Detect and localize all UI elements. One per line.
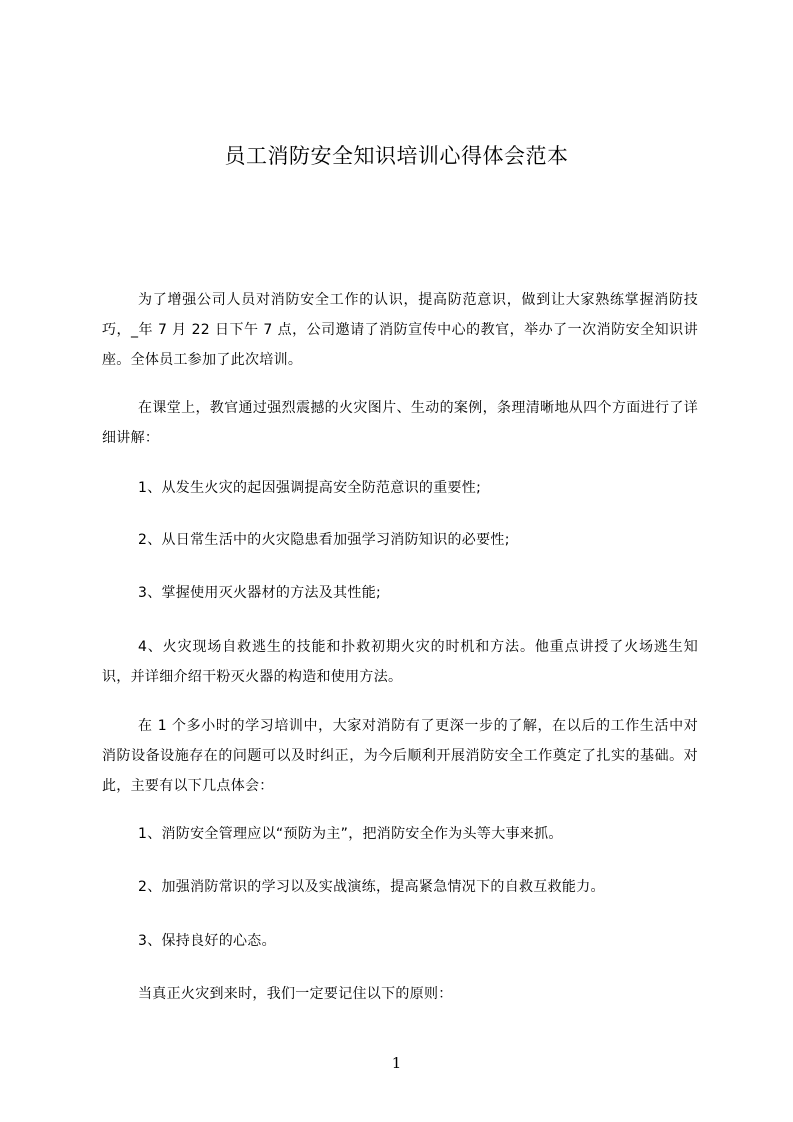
list-item-2: 2、从日常生活中的火灾隐患看加强学习消防知识的必要性; bbox=[138, 532, 510, 548]
document-title: 员工消防安全知识培训心得体会范本 bbox=[224, 144, 569, 168]
insight-item-3: 3、保持良好的心态。 bbox=[138, 933, 276, 949]
list-item-3: 3、掌握使用灭火器材的方法及其性能; bbox=[138, 585, 382, 601]
list-item-4: 4、火灾现场自救逃生的技能和扑救初期火灾的时机和方法。他重点讲授了火场逃生知识，并详细介绍干粉灭火器的构造和使用方法。 bbox=[102, 639, 698, 685]
insight-item-2: 2、加强消防常识的学习以及实战演练，提高紧急情况下的自救互救能力。 bbox=[138, 879, 605, 895]
insight-item-1: 1、消防安全管理应以“预防为主”，把消防安全作为头等大事来抓。 bbox=[138, 826, 563, 842]
paragraph-summary: 在 1 个多小时的学习培训中，大家对消防有了更深一步的了解，在以后的工作生活中对消防设备设施存在的问题可以及时纠正，为今后顺利开展消防安全工作奠定了扎实的基础。对此，主要有以下几点体会： bbox=[102, 718, 698, 794]
paragraph-classroom: 在课堂上，教官通过强烈震撼的火灾图片、生动的案例，条理清晰地从四个方面进行了详细讲解： bbox=[102, 400, 698, 446]
page-number: 1 bbox=[391, 1054, 402, 1072]
paragraph-intro: 为了增强公司人员对消防安全工作的认识，提高防范意识，做到让大家熟练掌握消防技巧，_年 7 月 22 日下午 7 点，公司邀请了消防宣传中心的教官，举办了一次消防安全知识讲座。全体员工参加了此次培训。 bbox=[102, 292, 698, 368]
list-item-1: 1、从发生火灾的起因强调提高安全防范意识的重要性; bbox=[138, 480, 482, 496]
paragraph-principles-intro: 当真正火灾到来时，我们一定要记住以下的原则： bbox=[138, 986, 453, 1002]
